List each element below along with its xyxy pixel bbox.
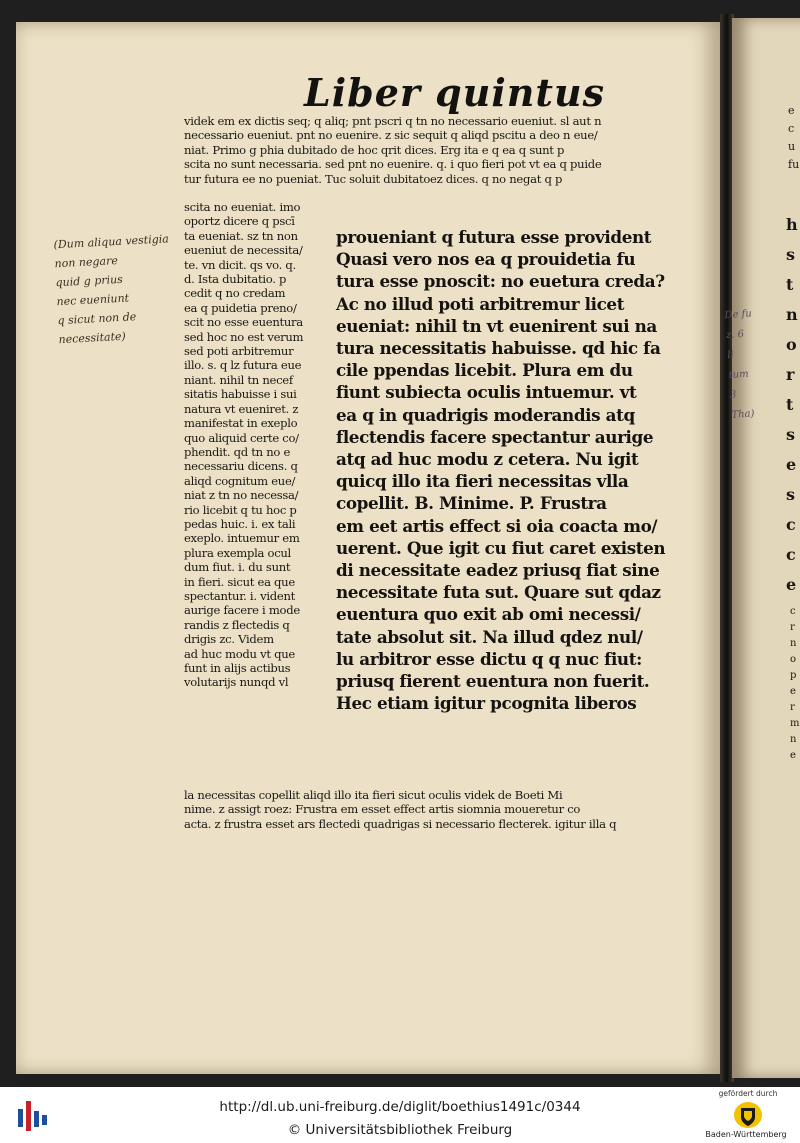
commentary-line: pedas huic. i. ex tali: [184, 516, 296, 531]
handwritten-margin-note-left: [53, 229, 185, 349]
commentary-line: videk em ex dictis seq; q aliq; pnt pscri q tn no necessario eueniut. sl aut n: [184, 114, 602, 128]
text-line: flectendis facere spectantur aurige: [336, 426, 654, 447]
commentary-line: nime. z assigt roez: Frustra em esset effect artis siomnia moueretur co: [184, 802, 581, 817]
text-line: em eet artis effect si oia coacta mo/: [336, 515, 658, 536]
facing-line: e: [786, 455, 797, 474]
text-line: fiunt subiecta oculis intuemur. vt: [336, 382, 637, 403]
facing-line: e: [790, 750, 796, 761]
commentary-line: aurige facere i mode: [184, 603, 300, 618]
handwritten-margin-note-right: [724, 302, 792, 426]
text-line: proueniant q futura esse provident: [336, 227, 652, 247]
facing-line: s: [786, 485, 796, 504]
facing-page-text-top: [788, 102, 800, 174]
state-coat-of-arms-icon: [733, 1100, 763, 1130]
margin-note-line: (Dum aliqua vestigia: [53, 232, 170, 252]
commentary-line: volutarijs nunqd vl: [184, 675, 289, 690]
margin-note-line: non negare: [54, 254, 119, 271]
funder-name: Baden-Württemberg: [705, 1130, 787, 1139]
commentary-line: niant. nihil tn necef: [184, 372, 293, 387]
commentary-line: rio licebit q tu hoc p: [184, 502, 297, 517]
commentary-line: drigis zc. Videm: [184, 632, 274, 647]
funded-by-label: gefördert durch: [718, 1089, 778, 1098]
text-line: euentura quo exit ab omi necessi/: [336, 604, 641, 625]
facing-line: e: [786, 575, 797, 594]
viewer-footer: [0, 1087, 800, 1143]
facing-line: fu: [788, 158, 800, 171]
margin-note-line: z. 6: [725, 328, 745, 342]
facing-line: c: [786, 545, 796, 564]
commentary-line: oportz dicere q pscī: [184, 214, 295, 229]
facing-line: s: [786, 245, 796, 264]
commentary-column: [184, 200, 334, 690]
text-line: eueniat: nihil tn vt euenirent sui na: [336, 315, 657, 336]
commentary-line: tur futura ee no pueniat. Tuc soluit dubitatoez dices. q no negat q p: [184, 171, 563, 186]
text-line: Hec etiam igitur pcognita liberos: [336, 693, 637, 714]
commentary-line: cedit q no credam: [184, 286, 286, 301]
commentary-line: niat. Primo g phia dubitado de hoc qrit dices. Erg ita e q ea q sunt p: [184, 142, 565, 157]
facing-line: n: [786, 305, 798, 324]
margin-note-line: li: [726, 349, 735, 362]
commentary-line: niat z tn no necessa/: [184, 488, 299, 503]
margin-note-line: Tha): [731, 408, 755, 421]
commentary-line: plura exempla ocul: [184, 545, 291, 560]
facing-line: s: [786, 425, 796, 444]
commentary-line: exeplo. intuemur em: [184, 531, 300, 546]
commentary-line: necessariu dicens. q: [184, 459, 298, 474]
text-line: quicq illo ita fieri necessitas vlla: [336, 471, 629, 492]
commentary-line: d. Ista dubitatio. p: [184, 272, 287, 287]
facing-page-text-bottom: [790, 604, 800, 764]
main-text-block: [336, 226, 670, 714]
text-line: di necessitate eadez priusq fiat sine: [336, 560, 660, 581]
text-line: ea q in quadrigis moderandis atq: [336, 404, 635, 425]
text-line: tura necessitatis habuisse. qd hic fa: [336, 338, 661, 359]
commentary-line: acta. z frustra esset ars flectedi quadrigas si necessario flecterek. igitur illa q: [184, 816, 617, 831]
facing-line: r: [790, 622, 795, 633]
margin-note-line: necessitate): [58, 329, 127, 347]
margin-note-line: tum: [728, 368, 750, 382]
commentary-line: dum fiut. i. du sunt: [184, 560, 291, 575]
commentary-line: funt in alijs actibus: [184, 661, 291, 675]
facing-line: n: [790, 734, 797, 745]
text-line: Quasi vero nos ea q prouidetia fu: [336, 249, 636, 270]
page-title: Liber quintus: [304, 70, 605, 115]
facing-line: c: [790, 606, 796, 617]
margin-note-line: quid g prius: [55, 272, 124, 290]
text-line: copellit. B. Minime. P. Frustra: [336, 493, 607, 514]
margin-note-line: q sicut non de: [57, 310, 137, 328]
commentary-line: sed poti arbitremur: [184, 344, 294, 359]
commentary-line: ta eueniat. sz tn non: [184, 228, 298, 243]
facing-line: u: [788, 140, 796, 153]
commentary-line: sed hoc no est verum: [184, 329, 304, 344]
facing-line: e: [788, 104, 795, 117]
margin-note-line: De fu: [724, 308, 753, 322]
commentary-line: randis z flectedis q: [184, 617, 290, 632]
facing-line: r: [790, 702, 795, 713]
text-line: atq ad huc modu z cetera. Nu igit: [336, 449, 639, 470]
text-line: priusq fierent euentura non fuerit.: [336, 671, 650, 692]
facing-line: e: [790, 686, 796, 697]
facing-line: c: [786, 515, 796, 534]
commentary-line: scita no sunt necessaria. sed pnt no euenire. q. i quo fieri pot vt ea q puide: [184, 157, 602, 172]
commentary-line: manifestat in exeplo: [184, 416, 298, 431]
text-line: uerent. Que igit cu fiut caret existen: [336, 537, 666, 558]
copyright-line: © Universitätsbibliothek Freiburg: [287, 1122, 513, 1138]
text-line: tura esse pnoscit: no euetura creda?: [336, 271, 665, 292]
facing-line: o: [786, 335, 797, 354]
commentary-line: necessario eueniut. pnt no euenire. z sic sequit q aliqd pscitu a deo n eue/: [184, 128, 598, 143]
commentary-line: la necessitas copellit aliqd illo ita fieri sicut oculis videk de Boeti Mi: [184, 788, 563, 802]
text-line: Ac no illud poti arbitremur licet: [336, 293, 625, 314]
facing-page-text-main: [786, 210, 800, 600]
commentary-line: ad huc modu vt que: [184, 646, 295, 661]
commentary-line: aliqd cognitum eue/: [184, 473, 296, 488]
facing-line: h: [786, 215, 798, 234]
commentary-line: sitatis habuisse i sui: [184, 387, 297, 402]
facing-line: m: [790, 718, 800, 729]
text-line: necessitate futa sut. Quare sut qdaz: [336, 582, 661, 603]
text-line: lu arbitror esse dictu q q nuc fiut:: [336, 648, 642, 669]
page-url[interactable]: http://dl.ub.uni-freiburg.de/diglit/boethius1491c/0344: [219, 1099, 581, 1115]
facing-line: p: [790, 670, 797, 681]
commentary-line: te. vn dicit. qs vo. q.: [184, 257, 296, 272]
commentary-head: [184, 114, 664, 186]
commentary-line: quo aliquid certe co/: [184, 430, 299, 445]
margin-note-line: 3: [729, 389, 737, 402]
commentary-line: ea q puidetia preno/: [184, 300, 297, 315]
commentary-line: phendit. qd tn no e: [184, 444, 291, 459]
commentary-line: spectantur. i. vident: [184, 588, 295, 603]
facing-line: c: [788, 122, 795, 135]
commentary-line: natura vt eueniret. z: [184, 401, 299, 416]
facing-line: t: [786, 395, 794, 414]
text-line: cile ppendas licebit. Plura em du: [336, 360, 633, 381]
facing-line: n: [790, 638, 797, 649]
commentary-tail: [184, 788, 664, 831]
commentary-line: in fieri. sicut ea que: [184, 574, 295, 589]
commentary-line: scit no esse euentura: [184, 315, 303, 330]
commentary-line: illo. s. q lz futura eue: [184, 358, 302, 373]
facing-line: t: [786, 275, 794, 294]
commentary-line: scita no eueniat. imo: [184, 200, 301, 214]
facing-line: o: [790, 654, 797, 665]
facing-line: r: [786, 365, 795, 384]
commentary-line: eueniut de necessita/: [184, 243, 303, 258]
margin-note-line: nec eueniunt: [56, 291, 130, 309]
text-line: tate absolut sit. Na illud qdez nul/: [336, 626, 643, 647]
